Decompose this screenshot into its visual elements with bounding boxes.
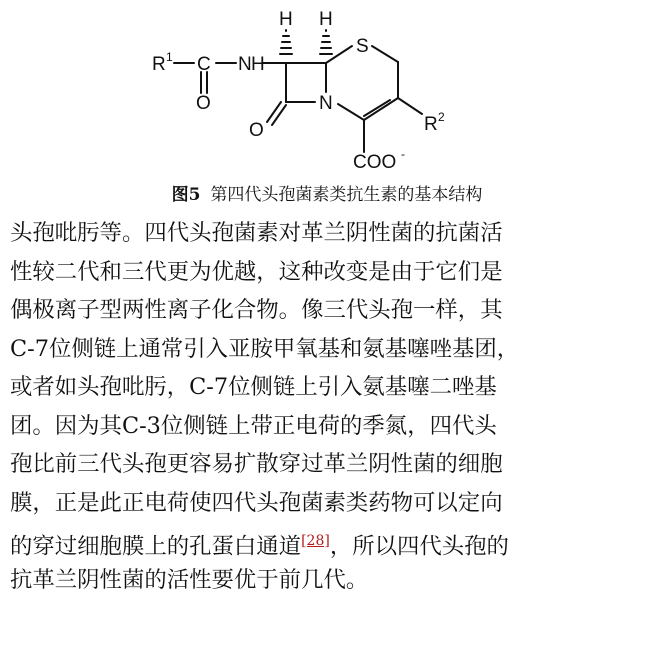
atom-oxygen-carbonyl: O [196,93,211,114]
atom-oxygen-lactam: O [249,120,264,141]
atom-ring-nitrogen: N [319,93,333,114]
atom-sulfur: S [356,36,369,57]
atom-h-right: H [319,9,333,30]
figure-caption-number: 图5 [171,185,201,205]
bond-c4-n [338,104,364,120]
figure-caption-text: 第四代头孢菌素类抗生素的基本结构 [210,185,483,205]
atom-r1: R [152,54,166,75]
bond-c3-c4-double [364,100,390,116]
atom-nh-n: N [238,54,252,75]
bond-c3-c4 [364,98,398,120]
paragraph-line-with-citation [10,522,650,561]
atom-nh-h: H [251,54,265,75]
atom-r2: R [424,114,438,135]
paragraph-line: 或者如头孢吡肟，C-7位侧链上引入氨基噻二唑基 [10,374,497,400]
hashed-wedge-h-left [280,30,292,54]
paragraph-line: 抗革兰阴性菌的活性要优于前几代。 [10,566,369,593]
atom-carboxylate-charge: - [401,147,405,161]
atom-carboxylate: COO [353,152,397,173]
bond-c8-o-2 [272,105,286,125]
paragraph-line: C-7位侧链上通常引入亚胺甲氧基和氨基噻唑基团， [10,335,520,362]
chemical-structure-figure [0,0,654,205]
bond-c3-r2 [398,98,422,114]
bond-c8-o-1 [267,102,281,122]
citation-link[interactable]: [28] [301,533,330,549]
paragraph-line: 孢比前三代头孢更容易扩散穿过革兰阴性菌的细胞 [10,451,503,477]
atom-r1-superscript: 1 [166,50,173,64]
paragraph-line: 性较二代和三代更为优越，这种改变是由于它们是 [10,258,503,285]
cephalosporin-structure-diagram [0,0,654,180]
paragraph-line: 头孢吡肟等。四代头孢菌素对革兰阴性菌的抗菌活 [10,220,503,246]
paragraph-line: 偶极离子型两性离子化合物。像三代头孢一样，其 [10,297,503,323]
atom-h-left: H [279,9,293,30]
paragraph-line: 团。因为其C-3位侧链上带正电荷的季氮，四代头 [10,412,497,439]
figure-caption [0,180,654,205]
body-paragraph [10,214,650,599]
hashed-wedge-h-right [320,30,332,54]
paragraph-text-segment: 的穿过细胞膜上的孔蛋白通道 [10,533,302,560]
atom-r2-superscript: 2 [438,110,445,124]
paragraph-line: 膜，正是此正电荷使四代头孢菌素类药物可以定向 [10,489,503,516]
paragraph-text-segment: ，所以四代头孢的 [329,533,509,560]
bond-s-ch2 [372,46,398,62]
atom-carbon: C [197,54,211,75]
